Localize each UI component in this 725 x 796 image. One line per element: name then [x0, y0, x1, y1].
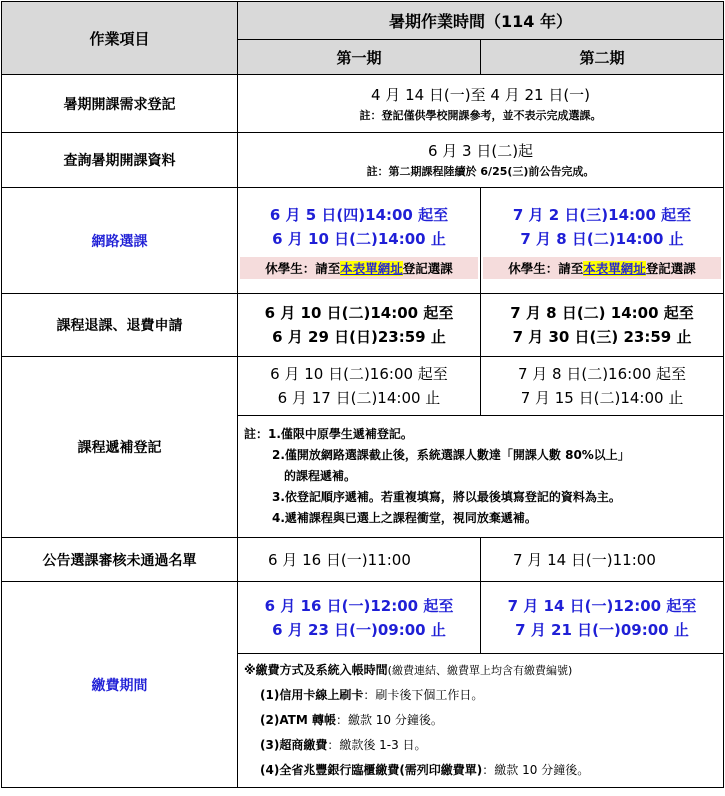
demand-cell	[238, 75, 724, 133]
payment-p1-start: 6 月 16 日(一)12:00 起至	[264, 596, 454, 615]
announce-p1: 6 月 16 日(一)11:00	[238, 538, 481, 582]
header-phase2: 第二期	[481, 40, 724, 75]
payment-method-2	[244, 708, 717, 733]
addfill-note-4: 4.遞補課程與已選上之課程衝堂，視同放棄遞補。	[272, 511, 537, 525]
online-p1-start: 6 月 5 日(四)14:00 起至	[269, 205, 449, 224]
row-label-online: 網路選課	[2, 188, 238, 294]
suspend-suffix: 登記選課	[645, 260, 696, 276]
online-p1-cell	[238, 188, 481, 294]
form-link[interactable]: 本表單網址	[583, 260, 646, 276]
addfill-p2-cell	[481, 357, 724, 416]
addfill-note-2a: 2.僅開放網路選課截止後，系統選課人數達「開課人數 80%以上」	[272, 448, 630, 462]
withdraw-p1-end: 6 月 29 日(日)23:59 止	[272, 328, 446, 346]
suspend-prefix: 休學生：請至	[508, 260, 584, 276]
addfill-note-1: 註：1.僅限中原學生遞補登記。	[244, 427, 413, 441]
payment-method-title	[244, 658, 717, 683]
method-2-detail: ：繳款 10 分鐘後。	[335, 713, 443, 727]
header-period-title: 暑期作業時間（114 年）	[238, 2, 724, 40]
table-row	[2, 294, 724, 357]
payment-p2-end: 7 月 21 日(一)09:00 止	[515, 620, 689, 639]
method-4-detail: ：繳款 10 分鐘後。	[482, 763, 590, 777]
withdraw-p2-end: 7 月 30 日(三) 23:59 止	[512, 328, 692, 346]
form-link[interactable]: 本表單網址	[340, 260, 403, 276]
payment-p1-cell	[238, 582, 481, 654]
payment-methods-cell	[238, 654, 724, 788]
online-p2-end: 7 月 8 日(二)14:00 止	[520, 229, 684, 248]
table-row	[2, 538, 724, 582]
row-label-query: 查詢暑期開課資料	[2, 133, 238, 188]
method-3-name: (3)超商繳費	[260, 738, 328, 752]
method-subtitle: (繳費連結、繳費單上均含有繳費編號)	[387, 664, 573, 677]
demand-note: 註：登記僅供學校開課參考，並不表示完成選課。	[359, 108, 602, 122]
table-row	[2, 582, 724, 654]
addfill-notes-cell	[238, 416, 724, 538]
payment-p2-cell	[481, 582, 724, 654]
addfill-note-3: 3.依登記順序遞補。若重複填寫，將以最後填寫登記的資料為主。	[272, 490, 621, 504]
row-label-addfill: 課程遞補登記	[2, 357, 238, 538]
method-1-name: (1)信用卡線上刷卡	[260, 688, 364, 702]
online-p1-suspend-note	[240, 257, 478, 279]
table-row	[2, 75, 724, 133]
header-phase1: 第一期	[238, 40, 481, 75]
row-label-announce: 公告選課審核未通過名單	[2, 538, 238, 582]
withdraw-p2-cell	[481, 294, 724, 357]
addfill-p2-end: 7 月 15 日(二)14:00 止	[520, 389, 684, 407]
addfill-p2-start: 7 月 8 日(二)16:00 起至	[517, 365, 687, 383]
addfill-p1-cell	[238, 357, 481, 416]
row-label-demand: 暑期開課需求登記	[2, 75, 238, 133]
method-2-name: (2)ATM 轉帳	[260, 713, 336, 727]
online-p2-suspend-note	[483, 257, 721, 279]
header-item: 作業項目	[2, 2, 238, 75]
payment-method-1	[244, 683, 717, 708]
payment-method-4	[244, 758, 717, 783]
suspend-prefix: 休學生：請至	[265, 260, 341, 276]
schedule-table	[1, 1, 724, 788]
online-p2-start: 7 月 2 日(三)14:00 起至	[512, 205, 692, 224]
method-3-detail: ：繳款後 1-3 日。	[327, 738, 427, 752]
addfill-p1-start: 6 月 10 日(二)16:00 起至	[270, 365, 448, 383]
row-label-withdraw: 課程退課、退費申請	[2, 294, 238, 357]
addfill-notes	[238, 420, 723, 533]
payment-p1-end: 6 月 23 日(一)09:00 止	[272, 620, 446, 639]
announce-p2: 7 月 14 日(一)11:00	[481, 538, 724, 582]
addfill-note-2b: 的課程遞補。	[284, 469, 357, 483]
suspend-suffix: 登記選課	[402, 260, 453, 276]
demand-date: 4 月 14 日(一)至 4 月 21 日(一)	[370, 85, 591, 104]
row-label-payment: 繳費期間	[2, 582, 238, 788]
table-row	[2, 188, 724, 294]
withdraw-p2-start: 7 月 8 日(二) 14:00 起至	[510, 304, 694, 322]
online-p2-cell	[481, 188, 724, 294]
online-p1-end: 6 月 10 日(二)14:00 止	[272, 229, 446, 248]
method-4-name: (4)全省兆豐銀行臨櫃繳費(需列印繳費單)	[260, 763, 483, 777]
withdraw-p1-start: 6 月 10 日(二)14:00 起至	[264, 304, 454, 322]
payment-method-3	[244, 733, 717, 758]
query-cell	[238, 133, 724, 188]
query-note: 註：第二期課程陸續於 6/25(三)前公告完成。	[366, 165, 595, 178]
payment-methods	[238, 656, 723, 785]
table-row	[2, 357, 724, 416]
table-row	[2, 133, 724, 188]
method-1-detail: ：刷卡後下個工作日。	[363, 688, 484, 702]
withdraw-p1-cell	[238, 294, 481, 357]
addfill-p1-end: 6 月 17 日(二)14:00 止	[277, 389, 441, 407]
payment-p2-start: 7 月 14 日(一)12:00 起至	[507, 596, 697, 615]
method-title: ※繳費方式及系統入帳時間	[244, 663, 388, 677]
query-date: 6 月 3 日(二)起	[427, 142, 534, 160]
